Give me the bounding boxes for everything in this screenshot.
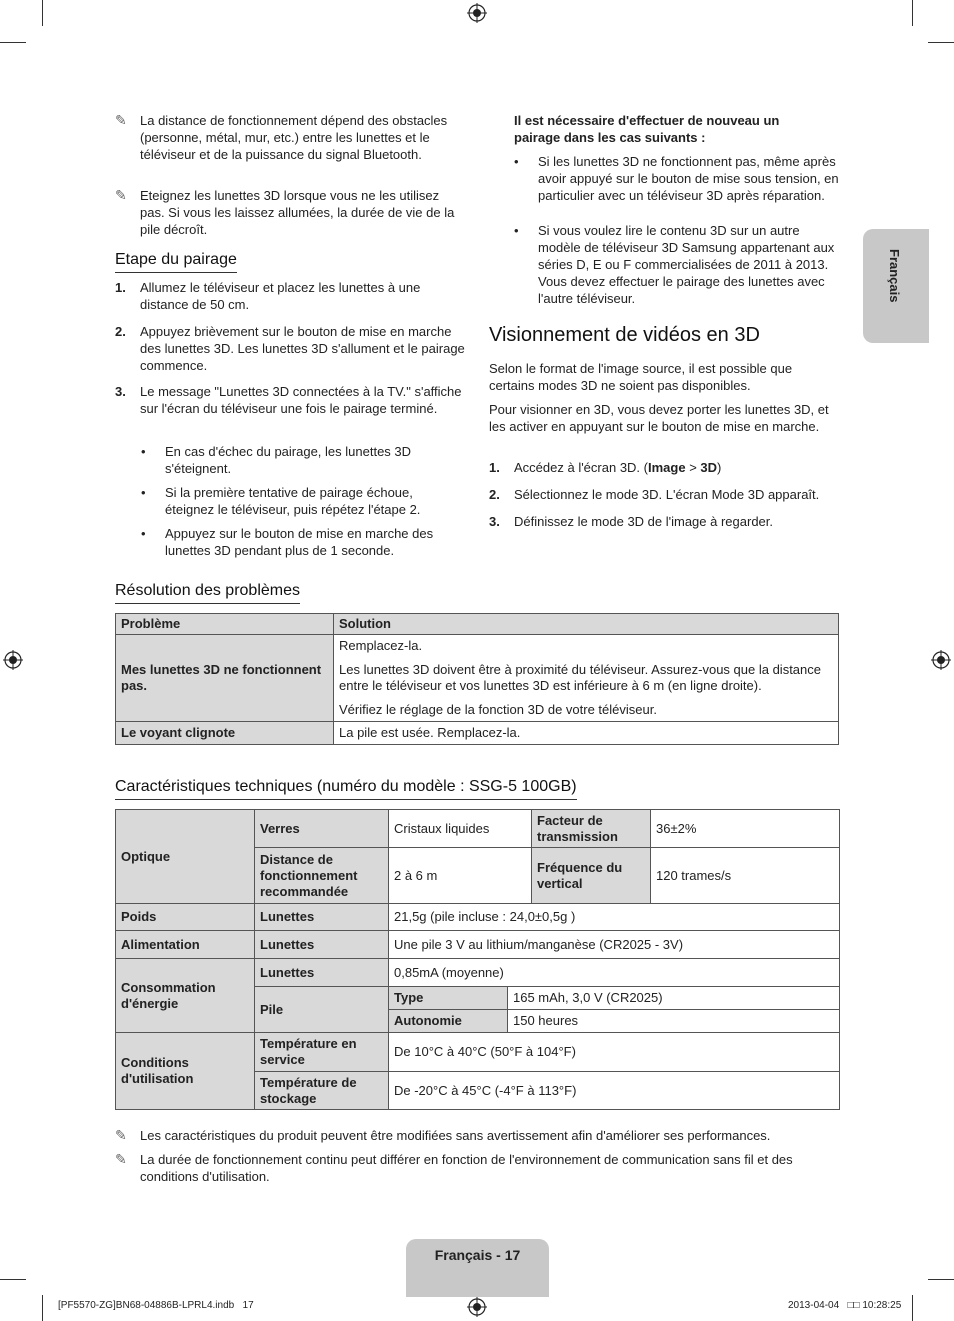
solution-line: Vérifiez le réglage de la fonction 3D de votre téléviseur. [339, 702, 657, 717]
pencil-note-icon: ✎ [115, 112, 127, 128]
problem-cell: Le voyant clignote [116, 722, 334, 745]
step-number: 1. [489, 460, 500, 475]
step-number: 2. [115, 324, 126, 339]
spec-value: De -20°C à 45°C (-4°F à 113°F) [389, 1072, 840, 1110]
step-text: Accédez à l'écran 3D. (Image > 3D) [514, 460, 722, 475]
bullet-icon: • [141, 444, 146, 459]
specs-heading: Caractéristiques techniques (numéro du modèle : SSG-5 100GB) [115, 777, 577, 800]
step-text: Le message "Lunettes 3D connectées à la TV." s'affiche sur l'écran du téléviseur une fois le pairage terminé. [140, 384, 462, 416]
spec-sublabel: Type [389, 987, 508, 1010]
step-number: 3. [489, 514, 500, 529]
pairing-bullet [141, 443, 461, 477]
bullet-icon: • [141, 485, 146, 500]
note [115, 1127, 835, 1144]
crop-mark [0, 1279, 26, 1280]
note [115, 1151, 835, 1185]
repair-bullet [514, 153, 839, 204]
problem-cell: Mes lunettes 3D ne fonctionnent pas. [116, 635, 334, 722]
viewing-paragraph: Selon le format de l'image source, il est possible que certains modes 3D ne soient pas disponibles. [489, 361, 793, 393]
bullet-icon: • [514, 154, 519, 169]
crop-mark [912, 1295, 913, 1321]
col-header-solution: Solution [334, 614, 839, 635]
spec-value: 120 trames/s [651, 848, 840, 904]
bullet-text: En cas d'échec du pairage, les lunettes 3D s'éteignent. [165, 444, 412, 476]
spec-sublabel: Distance de fonctionnement recommandée [255, 848, 389, 904]
viewing-step [489, 459, 844, 476]
footer-timestamp: 2013-04-04 □□ 10:28:25 [788, 1300, 902, 1311]
spec-sublabel: Autonomie [389, 1010, 508, 1033]
spec-label: Optique [116, 810, 255, 904]
spec-value: 150 heures [508, 1010, 840, 1033]
note-text: Eteignez les lunettes 3D lorsque vous ne les utilisez pas. Si vous les laissez allumées, la durée de vie de la pile décroît. [140, 188, 455, 237]
troubleshoot-table [115, 613, 839, 745]
registration-mark-icon [931, 650, 951, 670]
spec-label: Alimentation [116, 931, 255, 959]
step-number: 1. [115, 280, 126, 295]
crop-mark [42, 0, 43, 26]
crop-mark [928, 42, 954, 43]
spec-label: Conditions d'utilisation [116, 1033, 255, 1110]
spec-value: 2 à 6 m [389, 848, 532, 904]
step-text: Appuyez brièvement sur le bouton de mise en marche des lunettes 3D. Les lunettes 3D s'allument et le pairage commence. [140, 324, 465, 373]
spec-sublabel: Température de stockage [255, 1072, 389, 1110]
spec-sublabel: Fréquence du vertical [532, 848, 651, 904]
spec-value: 0,85mA (moyenne) [389, 959, 840, 987]
bullet-text: Si vous voulez lire le contenu 3D sur un autre modèle de téléviseur 3D Samsung appartenant aux séries D, E ou F commercialisées de 2011 à 2013. Vous devez effectuer le pairage des lunettes avec l'autre téléviseur. [538, 223, 835, 306]
step-number: 3. [115, 384, 126, 399]
step-text: Définissez le mode 3D de l'image à regarder. [514, 514, 774, 529]
step-text: Sélectionnez le mode 3D. L'écran Mode 3D apparaît. [514, 487, 820, 502]
repair-bullet [514, 222, 839, 307]
registration-mark-icon [467, 1297, 487, 1317]
bullet-text: Si les lunettes 3D ne fonctionnent pas, même après avoir appuyé sur le bouton de mise sous tension, en particulier avec un téléviseur 3D après réparation. [538, 154, 839, 203]
viewing-step [489, 513, 844, 530]
spec-sublabel: Pile [255, 987, 389, 1033]
troubleshoot-heading: Résolution des problèmes [115, 581, 300, 604]
spec-value: 165 mAh, 3,0 V (CR2025) [508, 987, 840, 1010]
spec-label: Consommation d'énergie [116, 959, 255, 1033]
col-header-problem: Problème [116, 614, 334, 635]
side-tab-label: Français [887, 249, 902, 303]
note-text: La durée de fonctionnement continu peut différer en fonction de l'environnement de communication sans fil et des conditions d'utilisation. [140, 1152, 793, 1184]
solution-line: Les lunettes 3D doivent être à proximité du téléviseur. Assurez-vous que la distance entre le téléviseur et vos lunettes 3D est inférieure à 6 m (en ligne droite). [339, 662, 821, 693]
registration-mark-icon [467, 3, 487, 23]
pairing-step [115, 279, 470, 313]
crop-mark [0, 42, 26, 43]
footer-file-info: [PF5570-ZG]BN68-04886B-LPRL4.indb 17 [58, 1300, 254, 1311]
note [115, 187, 465, 238]
specs-table [115, 809, 840, 1110]
pencil-note-icon: ✎ [115, 187, 127, 203]
step-text: Allumez le téléviseur et placez les lunettes à une distance de 50 cm. [140, 280, 421, 312]
step-number: 2. [489, 487, 500, 502]
spec-value: Cristaux liquides [389, 810, 532, 848]
viewing-heading: Visionnement de vidéos en 3D [489, 324, 760, 346]
repair-title: Il est nécessaire d'effectuer de nouveau un pairage dans les cas suivants : [514, 113, 780, 145]
registration-mark-icon [3, 650, 23, 670]
pairing-heading: Etape du pairage [115, 250, 237, 273]
bullet-text: Appuyez sur le bouton de mise en marche des lunettes 3D pendant plus de 1 seconde. [165, 526, 434, 558]
spec-sublabel: Température en service [255, 1033, 389, 1072]
pencil-note-icon: ✎ [115, 1151, 127, 1167]
spec-value: De 10°C à 40°C (50°F à 104°F) [389, 1033, 840, 1072]
spec-sublabel: Lunettes [255, 931, 389, 959]
spec-sublabel: Lunettes [255, 904, 389, 931]
bullet-icon: • [141, 526, 146, 541]
solution-cell: La pile est usée. Remplacez-la. [334, 722, 839, 745]
spec-sublabel: Lunettes [255, 959, 389, 987]
note-text: La distance de fonctionnement dépend des obstacles (personne, métal, mur, etc.) entre les lunettes et le téléviseur et de la puissance du signal Bluetooth. [140, 113, 448, 162]
bullet-text: Si la première tentative de pairage échoue, éteignez le téléviseur, puis répétez l'étape 2. [165, 485, 421, 517]
viewing-step [489, 486, 844, 503]
crop-mark [42, 1295, 43, 1321]
spec-sublabel: Facteur de transmission [532, 810, 651, 848]
pencil-note-icon: ✎ [115, 1127, 127, 1143]
pairing-bullet [141, 484, 461, 518]
note-text: Les caractéristiques du produit peuvent être modifiées sans avertissement afin d'améliorer ses performances. [140, 1128, 771, 1143]
spec-value: 21,5g (pile incluse : 24,0±0,5g ) [389, 904, 840, 931]
solution-cell [334, 635, 839, 722]
language-side-tab [863, 229, 929, 343]
pairing-step [115, 383, 470, 417]
pairing-bullet [141, 525, 461, 559]
spec-sublabel: Verres [255, 810, 389, 848]
spec-value: Une pile 3 V au lithium/manganèse (CR2025 - 3V) [389, 931, 840, 959]
bullet-icon: • [514, 223, 519, 238]
solution-line: Remplacez-la. [339, 638, 423, 653]
spec-value: 36±2% [651, 810, 840, 848]
viewing-paragraph: Pour visionner en 3D, vous devez porter les lunettes 3D, et les activer en appuyant sur le bouton de mise en marche. [489, 402, 829, 434]
spec-label: Poids [116, 904, 255, 931]
crop-mark [912, 0, 913, 26]
crop-mark [928, 1279, 954, 1280]
pairing-step [115, 323, 470, 374]
page-number-tab: Français - 17 [406, 1239, 549, 1297]
note [115, 112, 465, 163]
